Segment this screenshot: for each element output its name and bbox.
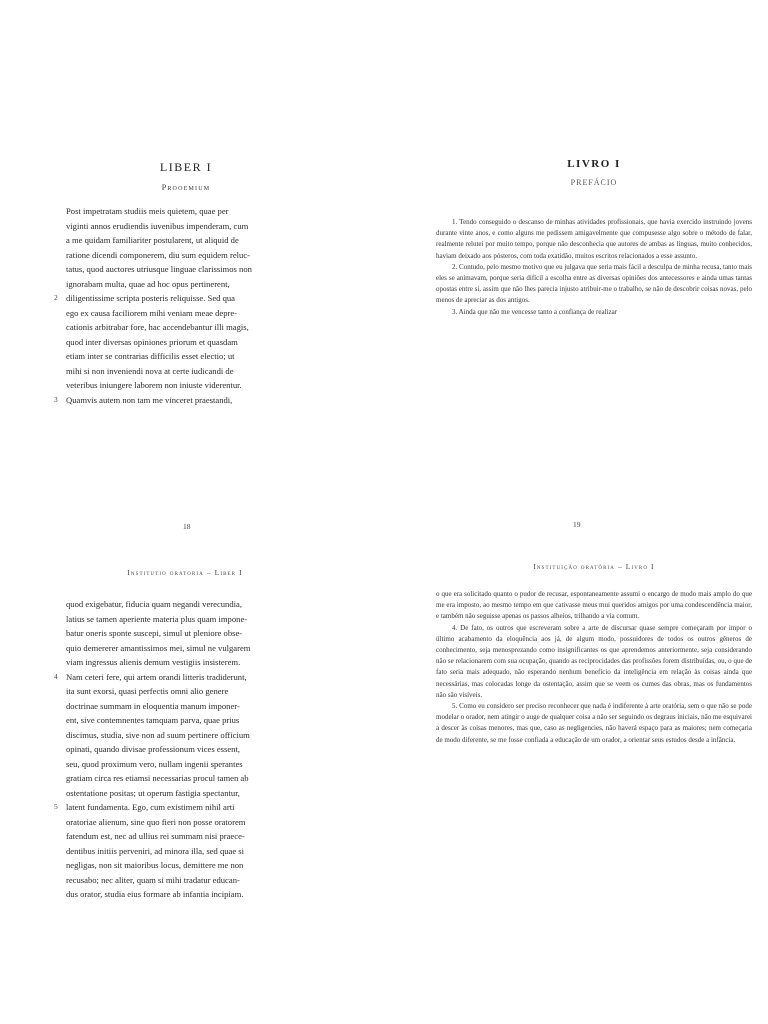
- page-number-right: 19: [573, 520, 581, 529]
- text-line: [66, 713, 304, 728]
- paragraph: 3. Ainda que não me vencesse tanto a confiança de realizar: [452, 307, 618, 316]
- text-line: [66, 728, 304, 743]
- book-title-portuguese: LIVRO I: [567, 158, 621, 170]
- latin-page-top: [54, 160, 306, 407]
- text-line: [66, 699, 304, 714]
- text-line: [66, 277, 306, 292]
- line-text: etiam inter se contrarias difficilis esset electio; ut: [66, 351, 235, 361]
- line-text: ita sunt exorsi, quasi perfectis omni alio genere: [66, 686, 229, 696]
- running-head-portuguese: Instituição oratória – Livro I: [533, 562, 655, 571]
- running-head-latin: Institutio oratoria – Liber I: [127, 568, 243, 577]
- paragraph: o que era solicitado quanto o pudor de recusar, espontaneamente assumi o encargo de modo mais amplo do que me era imposto, ao mesmo tempo em que cativasse meus mui queridos amigos por uma condescendência maior, e também não seguisse apenas os passos alheios, trilhando a via comum.: [436, 590, 752, 621]
- line-text: viam ingressus alienis demum vestigiis insisterem.: [66, 657, 241, 667]
- section-number: 3: [54, 394, 58, 404]
- latin-text-top: [54, 204, 306, 407]
- text-line: [66, 815, 304, 830]
- text-line: [66, 320, 306, 335]
- line-text: ostentatione positas; ut operum fastigia spectantur,: [66, 787, 240, 798]
- line-text: viginti annos erudiendis iuvenibus impenderam, cum: [66, 220, 249, 231]
- text-line: [66, 349, 306, 364]
- text-line: [54, 800, 304, 815]
- portuguese-page-top: [436, 158, 752, 318]
- text-line: [66, 844, 304, 859]
- line-text: gratiam circa res etiamsi necessarias procul tamen ab: [66, 773, 249, 783]
- text-line: [66, 597, 304, 612]
- line-text: discimus, studia, sive non ad suum pertinere officium: [66, 729, 250, 740]
- line-text: quio demererer amantissimos mei, simul ne vulgarem: [66, 642, 251, 653]
- text-line: [54, 393, 306, 408]
- paragraph: 1. Tendo conseguido o descanso de minhas atividades profissionais, que havia exercido instruindo jovens durante vinte anos, e como alguns me pedissem amigavelmente que compusesse algo sobre o método de falar, realmente relutei por muito tempo, porque não desconhecia que autores de ambas as línguas, muito conhecidos, haviam deixado aos pósteros, com toda exatidão, muitos escritos relacionados a esse assunto.: [436, 218, 752, 260]
- line-text: ent, sive contemnentes tamquam parva, quae prius: [66, 715, 240, 725]
- latin-text-bottom: [54, 597, 304, 902]
- line-text: Post impetratam studiis meis quietem, quae per: [66, 206, 229, 216]
- line-text: dentibus initiis perveniri, ad minora illa, sed quae si: [66, 845, 245, 856]
- line-text: veteribus iniungere laborem non iniuste viderentur.: [66, 380, 242, 390]
- text-line: [54, 670, 304, 685]
- line-text: seu, quod proximum vero, nullam ingenii sperantes: [66, 758, 243, 769]
- section-title-latin: Prooemium: [161, 183, 211, 192]
- text-line: [66, 306, 306, 321]
- text-line: [66, 655, 304, 670]
- line-text: Quamvis autem non tam me vinceret praestandi,: [66, 394, 233, 405]
- line-text: quod inter diversas opiniones priorum et quasdam: [66, 336, 238, 347]
- line-text: oratoriae alienum, sine quo fieri non posse oratorem: [66, 816, 246, 827]
- book-title-latin: LIBER I: [159, 160, 213, 174]
- text-line: [66, 335, 306, 350]
- text-line: [66, 626, 304, 641]
- line-text: cationis arbitrabar fore, hac accendebantur illi magis,: [66, 322, 249, 332]
- line-text: ignorabam multa, quae ad hoc opus pertinerent,: [66, 278, 230, 289]
- portuguese-text-top: [436, 217, 752, 318]
- line-text: doctrinae summam in eloquentia manum imponer-: [66, 700, 240, 711]
- line-text: Nam ceteri fere, qui artem orandi litteris tradiderunt,: [66, 671, 247, 682]
- latin-page-bottom: [54, 568, 304, 902]
- line-text: mihi si non inveniendi nova at certe iudicandi de: [66, 365, 234, 376]
- line-text: diligentissime scripta posteris reliquisse. Sed qua: [66, 293, 235, 303]
- line-text: recusabo; nec aliter, quam si mihi tradatur educan-: [66, 874, 240, 885]
- text-line: [66, 262, 306, 277]
- text-line: [66, 233, 306, 248]
- text-line: [66, 364, 306, 379]
- line-text: quod exigebatur, fiducia quam negandi verecundia,: [66, 599, 242, 609]
- portuguese-page-bottom: [436, 562, 752, 746]
- text-line: [66, 887, 304, 902]
- portuguese-text-bottom: [436, 589, 752, 746]
- line-text: dus orator, studia eius formare ab infantia incipiam.: [66, 889, 244, 899]
- text-line: [66, 641, 304, 656]
- text-line: [66, 219, 306, 234]
- text-line: [66, 858, 304, 873]
- page-number-left: 18: [183, 522, 191, 531]
- section-number: 5: [54, 802, 58, 811]
- text-line: [66, 873, 304, 888]
- text-line: [66, 204, 306, 219]
- text-line: [66, 786, 304, 801]
- text-line: [66, 757, 304, 772]
- line-text: a me quidam familiariter postularent, ut aliquid de: [66, 235, 239, 245]
- line-text: batur oneris sponte suscepi, simul ut pleniore obse-: [66, 628, 243, 638]
- line-text: tatus, quod auctores utriusque linguae clarissimos non: [66, 264, 252, 274]
- text-line: [66, 829, 304, 844]
- line-text: latent fundamenta. Ego, cum existimem nihil arti: [66, 802, 235, 812]
- text-line: [66, 771, 304, 786]
- text-line: [66, 612, 304, 627]
- paragraph: 4. De fato, os outros que escreveram sobre a arte de discursar quase sempre começaram por impor o último acabamento da eloquência aos já, de algum modo, possuidores de todos os outros gêneros de conhecimento, seja menosprezando como insignificantes os que aprendemos anteriormente, seja considerando não se relacionarem com sua ocupação, quando as reciprocidades das profissões forem distribuídas, ou, o que de fato seria mais adequado, não esperando nenhum benefício da inteligência em relação às coisas ainda que necessárias, mas colocadas longe da ostentação, assim que se veem os cumes das obras, mas os fundamentos não são visíveis.: [436, 623, 752, 699]
- section-number: 4: [54, 671, 58, 681]
- line-text: opinati, quando divisae professionum vices essent,: [66, 744, 240, 754]
- line-text: ratione dicendi componerem, diu sum equidem reluc-: [66, 249, 250, 260]
- text-line: [66, 378, 306, 393]
- text-line: [66, 742, 304, 757]
- paragraph: 5. Como eu considero ser preciso reconhecer que nada é indiferente à arte oratória, sem o que não se pode modelar o orador, nem atingir o auge de qualquer coisa a não ser seguindo os degraus iniciais, não me esquivarei a descer às coisas menores, mas que, caso as negligencies, não haverá espaço para as maiores; nem começaria de modo diferente, se me fosse confiada a educação de um orador, a orientar seus estudos desde a infância.: [436, 702, 752, 744]
- paragraph: 2. Contudo, pelo mesmo motivo que eu julgava que seria mais fácil a desculpa de minha recusa, tanto mais eles se animavam, porque seria difícil a escolha entre as diversas opiniões dos antecessores e ainda umas tantas opostas entre si, assim que não lhes parecia injusto atribuir-me o trabalho, se não de descobrir coisas novas, pelo menos de apreciar as dos antigos.: [436, 262, 752, 305]
- text-line: [66, 684, 304, 699]
- section-number: 2: [54, 293, 58, 302]
- text-line: [66, 248, 306, 263]
- line-text: ego ex causa faciliorem mihi veniam meae depre-: [66, 307, 238, 318]
- text-line: [54, 291, 306, 306]
- line-text: fatendum est, nec ad ullius rei summam nisi praece-: [66, 831, 245, 841]
- section-title-portuguese: PREFÁCIO: [570, 178, 618, 187]
- line-text: negligas, non sit maioribus locus, demittere me non: [66, 860, 244, 870]
- line-text: latius se tamen aperiente materia plus quam impone-: [66, 613, 248, 624]
